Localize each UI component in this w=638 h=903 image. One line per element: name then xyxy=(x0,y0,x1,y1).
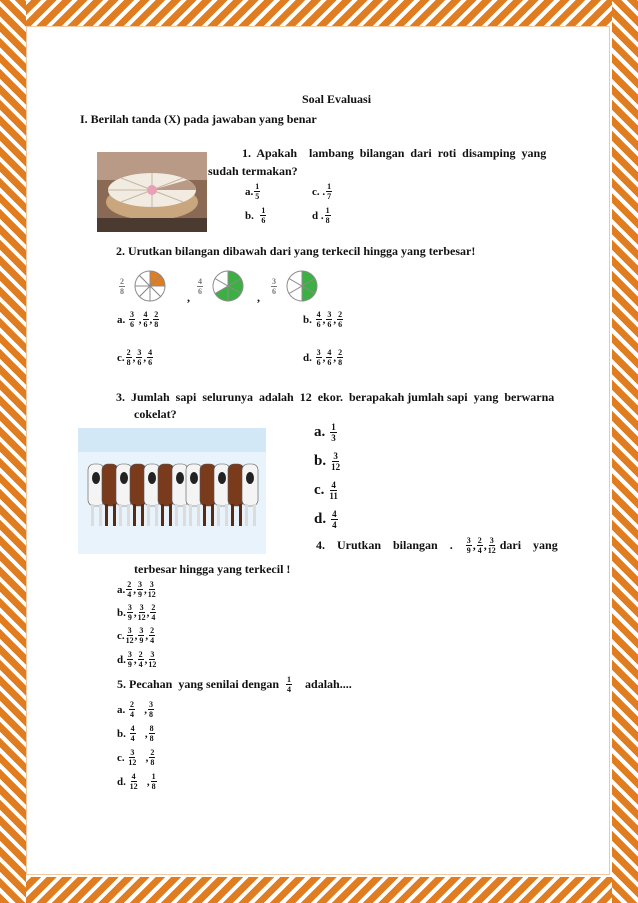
q2-option-c[interactable]: c. $\frac{2}{8}$ , $\frac{3}{6}$ , $\frac{4}{6}$ xyxy=(117,348,153,367)
q1-option-a[interactable]: a. $\frac{1}{5}$ xyxy=(245,182,260,201)
cow-spot xyxy=(92,472,100,484)
cow-leg xyxy=(253,504,256,526)
cow-leg xyxy=(231,504,234,526)
cow-body xyxy=(88,464,104,506)
q2-pie2-label: $\frac{4}{6}$ xyxy=(198,276,202,296)
cow-spot xyxy=(246,472,254,484)
cake-image xyxy=(97,152,207,232)
cow-body xyxy=(158,464,174,506)
cow-leg xyxy=(169,504,172,526)
cow-spot xyxy=(218,472,226,484)
q2-pie-chart-1 xyxy=(126,268,170,304)
q2-sep-2: , xyxy=(257,290,260,304)
q4-text-line1: 4. Urutkan bilangan . $\frac{3}{9}$ , $\frac{2}{4}$ , $\frac{3}{12}$ dari yang xyxy=(316,536,558,555)
cow-spot xyxy=(148,472,156,484)
cow-spot xyxy=(120,472,128,484)
q2-option-a[interactable]: a. $\frac{3}{6}$ , $\frac{4}{6}$ , $\frac{2}{8}$ xyxy=(117,310,159,329)
cow-body xyxy=(130,464,146,506)
cow-body xyxy=(200,464,216,506)
q4-option-c[interactable]: c. $\frac{3}{12}$ , $\frac{3}{9}$ , $\frac{2}{4}$ xyxy=(117,626,155,645)
q3-option-a[interactable]: a. $\frac{1}{3}$ xyxy=(314,422,336,443)
decorative-border-left xyxy=(0,0,26,903)
cow-leg xyxy=(113,504,116,526)
cow-leg xyxy=(127,504,130,526)
q1-text-line1: 1. Apakah lambang bilangan dari roti disamping yang xyxy=(242,146,547,160)
cows-image xyxy=(78,428,266,554)
cow-body xyxy=(102,464,118,506)
page-title: Soal Evaluasi xyxy=(302,92,372,106)
cow-leg xyxy=(197,504,200,526)
cow-leg xyxy=(133,504,136,526)
q2-pie-group-2 xyxy=(196,268,250,304)
q3-text-line2: cokelat? xyxy=(134,407,177,421)
decorative-border-right xyxy=(612,0,638,903)
cow-leg xyxy=(161,504,164,526)
q2-pie3-label: $\frac{3}{6}$ xyxy=(272,276,276,296)
cow-leg xyxy=(141,504,144,526)
cow-body xyxy=(242,464,258,506)
q5-option-c[interactable]: c. $\frac{3}{12}$ , $\frac{2}{8}$ xyxy=(117,748,155,767)
cow-leg xyxy=(155,504,158,526)
cow-leg xyxy=(217,504,220,526)
q1-option-b[interactable]: b. $\frac{1}{6}$ xyxy=(245,206,266,225)
q4-option-a[interactable]: a. $\frac{2}{4}$ , $\frac{3}{9}$ , $\frac{3}{12}$ xyxy=(117,580,156,599)
section-instruction: I. Berilah tanda (X) pada jawaban yang benar xyxy=(80,112,317,126)
q5-text: 5. Pecahan yang senilai dengan $\frac{1}{4}$ adalah.... xyxy=(117,675,352,694)
cow-spot xyxy=(190,472,198,484)
q5-option-d[interactable]: d. $\frac{4}{12}$ , $\frac{1}{8}$ xyxy=(117,772,156,791)
cow-body xyxy=(172,464,188,506)
cow-body xyxy=(116,464,132,506)
decorative-border-top xyxy=(0,0,638,26)
cow-leg xyxy=(91,504,94,526)
cow-body xyxy=(144,464,160,506)
q4-text-line2: terbesar hingga yang terkecil ! xyxy=(134,562,291,576)
q2-option-b[interactable]: b. $\frac{4}{6}$ , $\frac{3}{6}$ , $\frac{2}{6}$ xyxy=(303,310,343,329)
q3-text-line1: 3. Jumlah sapi selurunya adalah 12 ekor. berapakah jumlah sapi yang berwarna xyxy=(116,390,555,404)
cow-leg xyxy=(119,504,122,526)
q2-pie-group-1 xyxy=(118,268,170,304)
q2-text: 2. Urutkan bilangan dibawah dari yang terkecil hingga yang terbesar! xyxy=(116,244,476,258)
q4-option-d[interactable]: d. $\frac{3}{9}$ , $\frac{2}{4}$ , $\frac{3}{12}$ xyxy=(117,650,157,669)
cow-leg xyxy=(99,504,102,526)
q1-option-c[interactable]: c. . $\frac{1}{7}$ xyxy=(312,182,332,201)
q4-option-b[interactable]: b. $\frac{3}{9}$ , $\frac{3}{12}$ , $\frac{2}{4}$ xyxy=(117,603,156,622)
cow-leg xyxy=(189,504,192,526)
q2-option-d[interactable]: d. $\frac{3}{6}$ , $\frac{4}{6}$ , $\frac{2}{8}$ xyxy=(303,348,343,367)
cow-leg xyxy=(183,504,186,526)
cow-body xyxy=(228,464,244,506)
cow-leg xyxy=(175,504,178,526)
q1-text-line2: sudah termakan? xyxy=(208,164,298,178)
cow-leg xyxy=(203,504,206,526)
q2-pie-chart-3 xyxy=(278,268,324,304)
cow-leg xyxy=(239,504,242,526)
q3-option-b[interactable]: b. $\frac{3}{12}$ xyxy=(314,451,341,472)
cow-spot xyxy=(176,472,184,484)
q2-pie1-label: $\frac{2}{8}$ xyxy=(120,276,124,296)
cow-leg xyxy=(147,504,150,526)
q5-option-b[interactable]: b. $\frac{4}{4}$ , $\frac{8}{8}$ xyxy=(117,724,154,743)
q5-option-a[interactable]: a. $\frac{2}{4}$ , $\frac{3}{8}$ xyxy=(117,700,153,719)
cow-leg xyxy=(225,504,228,526)
q2-sep-1: , xyxy=(187,290,190,304)
cow-body xyxy=(186,464,202,506)
q2-pie-group-3 xyxy=(270,268,324,304)
decorative-border-bottom xyxy=(0,877,638,903)
q2-pie-chart-2 xyxy=(204,268,250,304)
cow-leg xyxy=(105,504,108,526)
cow-leg xyxy=(211,504,214,526)
cow-body xyxy=(214,464,230,506)
cow-leg xyxy=(245,504,248,526)
q1-option-d[interactable]: d . $\frac{1}{8}$ xyxy=(312,206,330,225)
q3-option-d[interactable]: d. $\frac{4}{4}$ xyxy=(314,509,337,530)
q3-option-c[interactable]: c. $\frac{4}{11}$ xyxy=(314,480,338,501)
